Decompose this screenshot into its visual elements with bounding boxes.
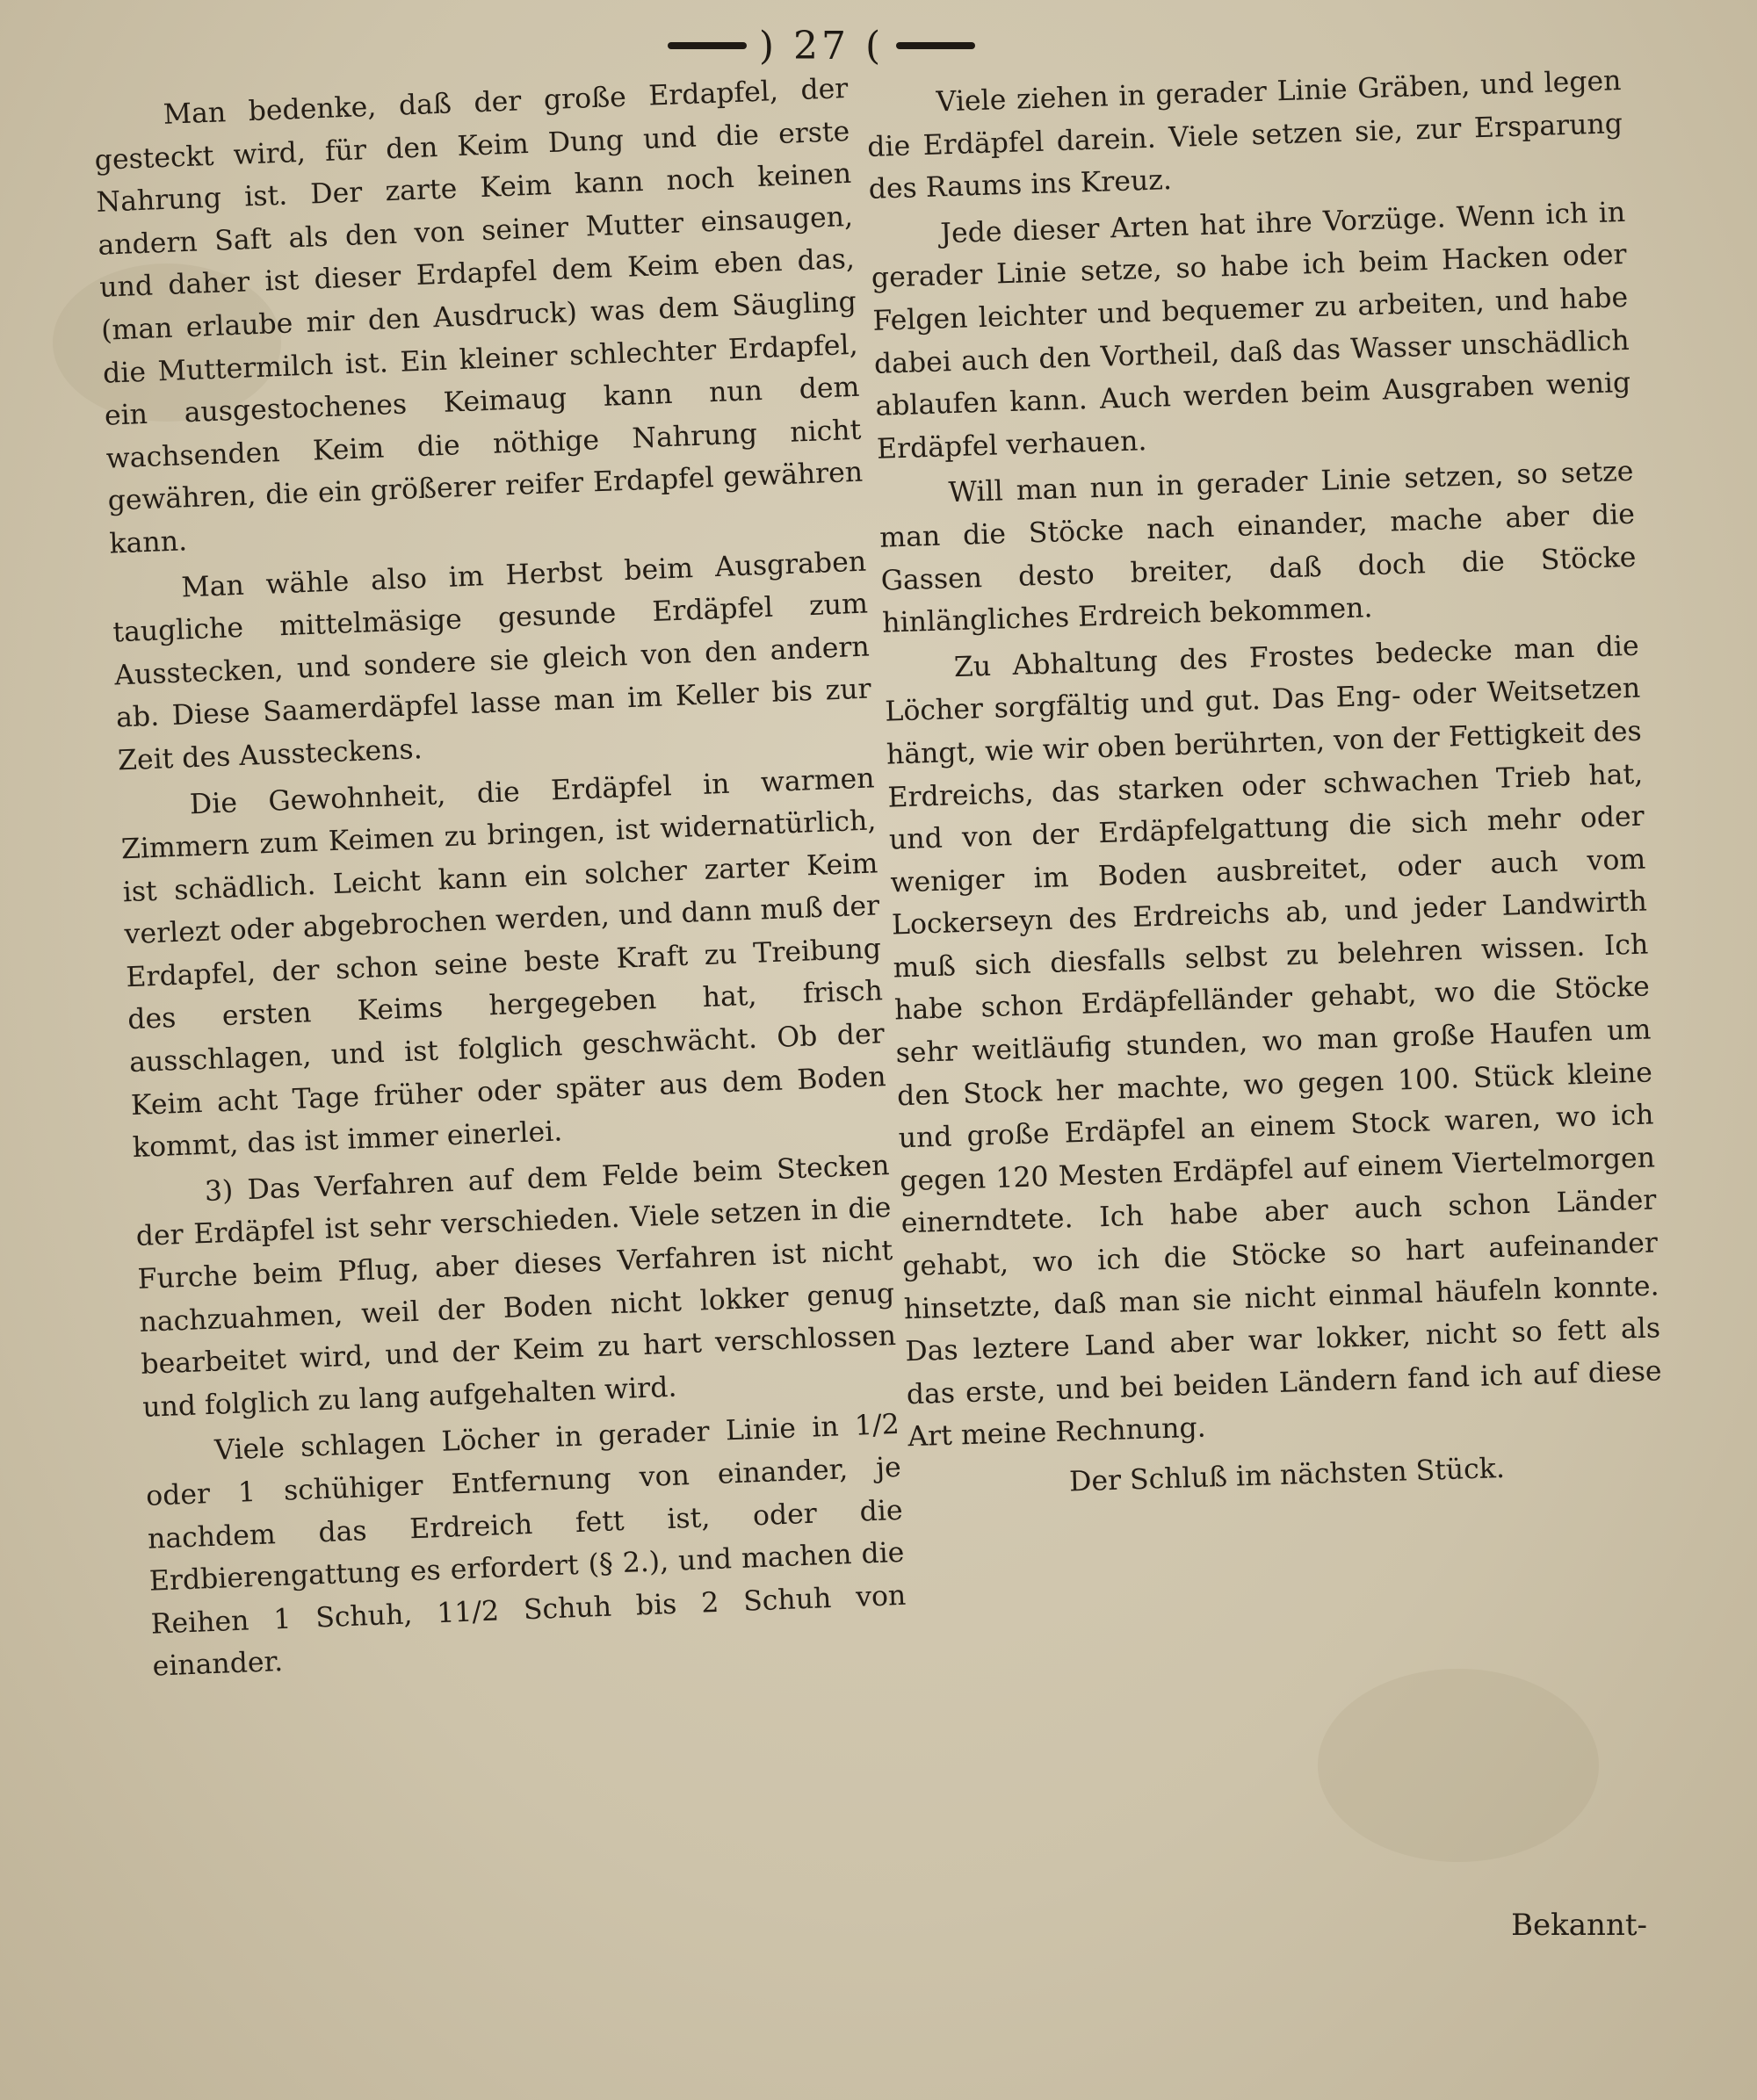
paragraph: Man wähle also im Herbst beim Ausgraben taugliche mittelmäsige gesunde Erdäpfel zum Ausstecken, und sondere sie gleich von den andern ab. Diese Saamerdäpfel lasse man im Keller bis zur Zeit des Aussteckens. <box>112 545 872 777</box>
paragraph: Die Gewohnheit, die Erdäpfel in warmen Zimmern zum Keimen zu bringen, ist widernatürlich, ist schädlich. Leicht kann ein solcher zarter Keim verlezt oder abgebrochen werden, und dann muß der Erdapfel, der schon seine beste Kraft zu Treibung des ersten Keims hergegeben hat, frisch ausschlagen, und ist folglich geschwächt. Ob der Keim acht Tage früher oder später aus dem Boden kommt, das ist immer einerlei. <box>120 761 887 1165</box>
paragraph: Viele schlagen Löcher in gerader Linie in 1/2 oder 1 schühiger Entfernung von einander, je nachdem das Erdreich fett ist, oder die Erdbierengattung es erfordert (§ 2.), und machen die Reihen 1 Schuh, 11/2 Schuh bis 2 Schuh von einander. <box>145 1409 907 1684</box>
catchword: Bekannt- <box>1511 1908 1647 1943</box>
right-column <box>865 60 1667 1536</box>
page-number: ) 27 ( <box>758 23 885 69</box>
paragraph: Will man nun in gerader Linie setzen, so setze man die Stöcke nach einander, mache aber die Gassen desto breiter, daß doch die Stöcke hinlängliches Erdreich bekommen. <box>878 456 1637 639</box>
header-rule-left <box>668 42 747 49</box>
paragraph: Viele ziehen in gerader Linie Gräben, und legen die Erdäpfel darein. Viele setzen sie, zur Ersparung des Raums ins Kreuz. <box>866 64 1623 206</box>
paragraph: 3) Das Verfahren auf dem Felde beim Stecken der Erdäpfel ist sehr verschieden. Viele setzen in die Furche beim Pflug, aber dieses Verfahren ist nicht nachzuahmen, weil der Boden nicht lokker genug bearbeitet wird, und der Keim zu hart verschlossen und folglich zu lang aufgehalten wird. <box>135 1149 897 1424</box>
header-rule-right <box>896 42 975 49</box>
page-header <box>633 19 1010 72</box>
paragraph: Man bedenke, daß der große Erdapfel, der gesteckt wird, für den Keim Dung und die erste Nahrung ist. Der zarte Keim kann noch keinen andern Saft als den von seiner Mutter einsaugen, und daher ist dieser Erdapfel dem Keim eben das, (man erlaube mir den Ausdruck) was dem Säugling die Muttermilch ist. Ein kleiner schlechter Erdapfel, ein ausgestochenes Keimaug kann nun dem wachsenden Keim die nöthige Nahrung nicht gewähren, die ein größerer reifer Erdapfel gewähren kann. <box>94 72 864 560</box>
continuation-note: Der Schluß im nächsten Stück. <box>1068 1452 1506 1498</box>
paper-stain <box>1318 1669 1599 1862</box>
left-column <box>92 68 908 1692</box>
paragraph: Jede dieser Arten hat ihre Vorzüge. Wenn ich in gerader Linie setze, so habe ich beim Hacken oder Felgen leichter und bequemer zu arbeiten, und habe dabei auch den Vortheil, daß das Wasser unschädlich ablaufen kann. Auch werden beim Ausgraben wenig Erdäpfel verhauen. <box>871 196 1631 465</box>
paragraph: Zu Abhaltung des Frostes bedecke man die Löcher sorgfältig und gut. Das Eng- oder Weitsetzen hängt, wie wir oben berührten, von der Fettigkeit des Erdreichs, das starken oder schwachen Trieb hat, und von der Erdäpfelgattung die sich mehr oder weniger im Boden ausbreitet, oder auch vom Lockerseyn des Erdreichs ab, und jeder Landwirth muß sich diesfalls selbst zu belehren wissen. Ich habe schon Erdäpfelländer gehabt, wo die Stöcke sehr weitläufig stunden, wo man große Haufen um den Stock her machte, wo gegen 100. Stück kleine und große Erdäpfel an einem Stock waren, wo ich gegen 120 Mesten Erdäpfel auf einem Viertelmorgen einerndtete. Ich habe aber auch schon Länder gehabt, wo ich die Stöcke so hart aufeinander hinsetzte, daß man sie nicht einmal häufeln konnte. Das leztere Land aber war lokker, nicht so fett als das erste, und bei beiden Ländern fand ich auf diese Art meine Rechnung. <box>884 630 1663 1454</box>
